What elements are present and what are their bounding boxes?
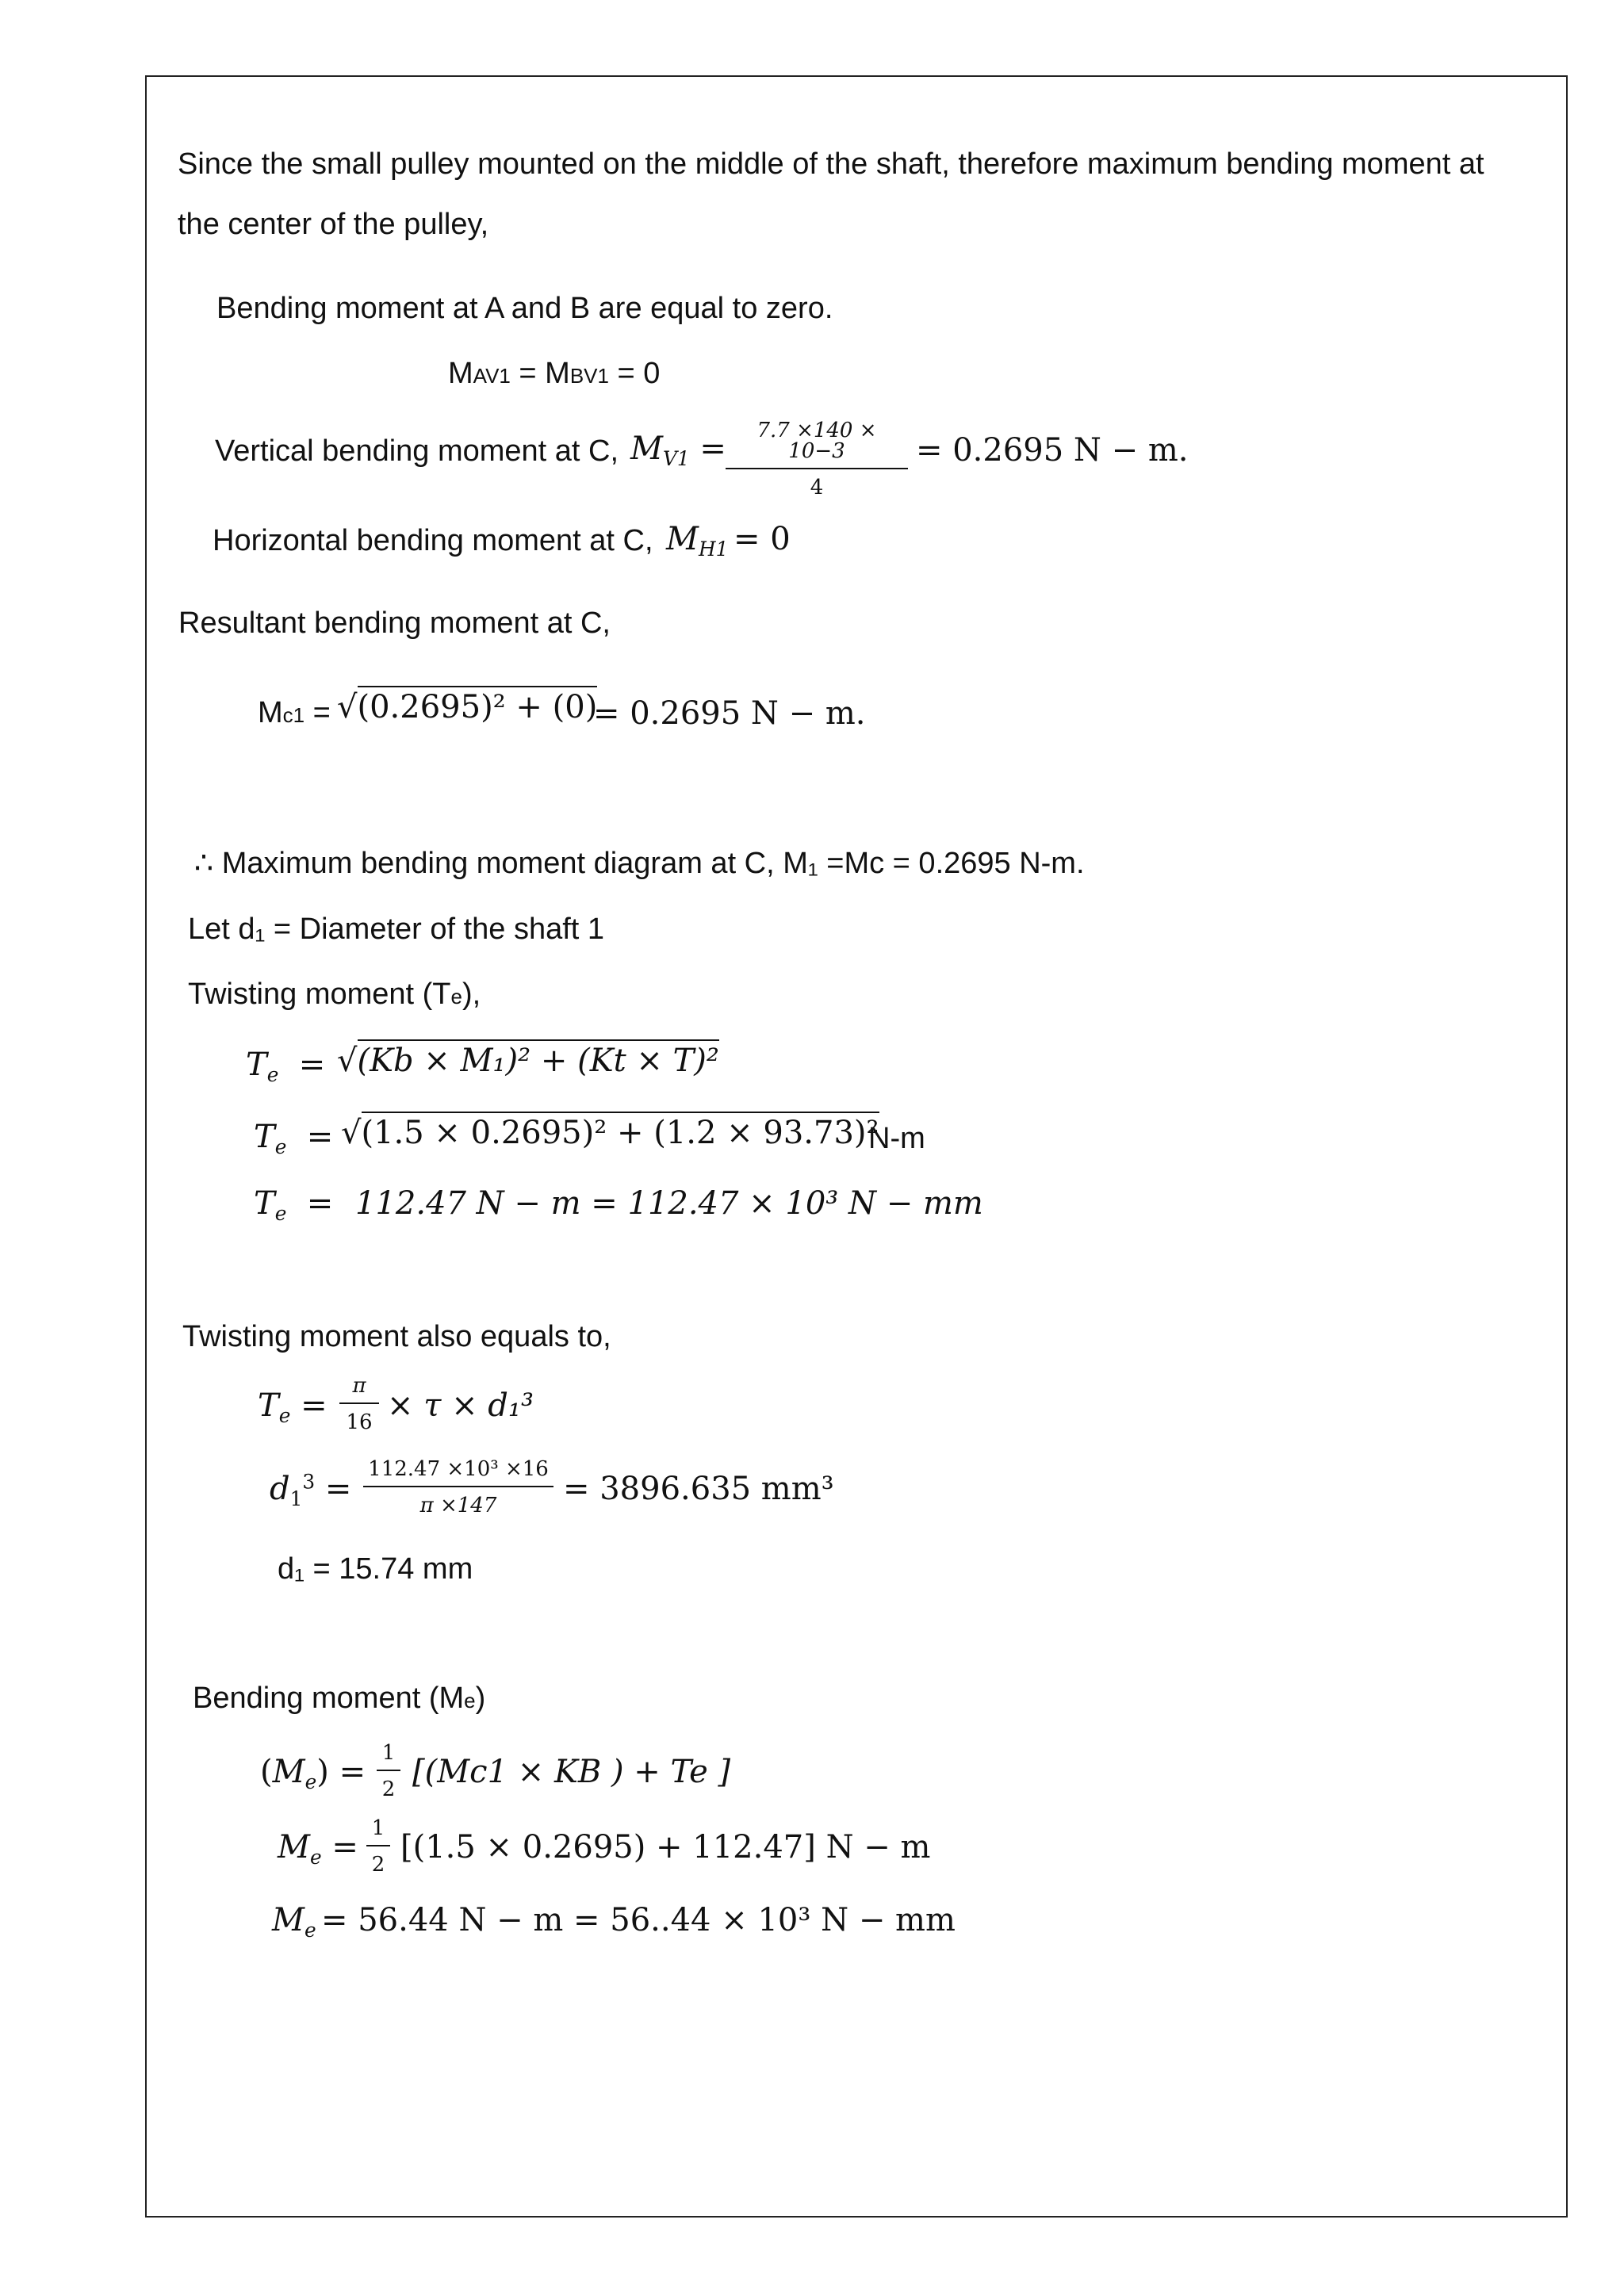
te-result-lhs: $T_e$ = xyxy=(254,1185,334,1225)
me-half-1 xyxy=(377,1743,400,1800)
d1-cubed-lhs: $d_1^3$ = xyxy=(270,1470,352,1510)
te-numeric-unit: N-m xyxy=(868,1122,925,1155)
me-result-lhs: $M_e$ xyxy=(272,1902,316,1942)
me-numeric-rest: [(1.5 × 0.2695) + 112.47] N − m xyxy=(400,1829,931,1866)
d1-result: = 3896.635 mm³ xyxy=(563,1471,834,1507)
resultant-label: Resultant bending moment at C, xyxy=(178,607,611,640)
max-bm-line: ∴ Maximum bending moment diagram at C, M₁ =Mc = 0.2695 N-m. xyxy=(194,847,1085,880)
vertical-denominator: 4 xyxy=(810,476,824,499)
vertical-label: Vertical bending moment at C, xyxy=(215,434,619,468)
te-pi-rest: × τ × d₁³ xyxy=(387,1387,534,1424)
te-pi-lhs: $T_e$ = xyxy=(258,1387,327,1427)
me-half-numerator: 1 xyxy=(381,1741,396,1765)
bending-label: Bending moment (Me) xyxy=(193,1682,486,1715)
d1-denominator: π ×147 xyxy=(419,1494,497,1517)
mc1-root: √(0.2695)² + (0) xyxy=(337,691,597,723)
te-formula-radicand: (Kb × M₁)² + (Kt × T)² xyxy=(358,1039,719,1079)
intro-line-2: the center of the pulley, xyxy=(178,208,489,241)
me-half-denominator: 2 xyxy=(381,1777,396,1801)
pi-over-16 xyxy=(339,1376,379,1433)
me-formula-lhs: $(M_e)$ = xyxy=(260,1754,366,1793)
mc1-label: Mc1 = xyxy=(258,696,331,729)
mav1-equation: MAV1 = MBV1 = 0 xyxy=(448,357,661,390)
horizontal-result: = 0 xyxy=(733,521,791,557)
mv1-symbol: $M_{V1}$ = xyxy=(630,430,726,470)
te-formula-lhs: $T_e$ = xyxy=(246,1047,326,1086)
me-result: = 56.44 N − m = 56..44 × 10³ N − mm xyxy=(321,1902,956,1938)
te-result: 112.47 N − m = 112.47 × 10³ N − mm xyxy=(355,1185,983,1222)
let-d1: Let d₁ = Diameter of the shaft 1 xyxy=(188,913,605,946)
pi-denominator: 16 xyxy=(346,1410,373,1434)
te-numeric-lhs: $T_e$ = xyxy=(254,1119,334,1158)
horizontal-label: Horizontal bending moment at C, xyxy=(213,524,653,557)
mh1-symbol: $M_{H1}$ xyxy=(666,521,729,561)
twisting-also: Twisting moment also equals to, xyxy=(182,1320,611,1353)
d1-numerator: 112.47 ×10³ ×16 xyxy=(368,1457,549,1481)
twisting-label: Twisting moment (Te), xyxy=(188,978,481,1011)
te-numeric-radicand: (1.5 × 0.2695)² + (1.2 × 93.73)² xyxy=(362,1112,879,1151)
me-formula-rest: [(Mc1 × KB ) + Te ] xyxy=(412,1754,731,1790)
pi-numerator: π xyxy=(352,1374,366,1398)
vertical-result: = 0.2695 N − m. xyxy=(916,432,1189,469)
bm-ab-zero: Bending moment at A and B are equal to zero. xyxy=(216,292,833,325)
d1-value: d₁ = 15.74 mm xyxy=(278,1552,473,1586)
me-half-2 xyxy=(366,1818,390,1875)
me-half2-numerator: 1 xyxy=(371,1816,385,1840)
te-numeric-root: √(1.5 × 0.2695)² + (1.2 × 93.73)² xyxy=(341,1117,879,1149)
intro-line-1: Since the small pulley mounted on the middle of the shaft, therefore maximum bending moment at xyxy=(178,147,1484,181)
mc1-radicand: (0.2695)² + (0) xyxy=(358,686,598,725)
me-numeric-lhs: $M_e$ = xyxy=(278,1829,358,1869)
te-formula-root: √(Kb × M₁)² + (Kt × T)² xyxy=(337,1045,719,1077)
d1-fraction xyxy=(363,1459,553,1516)
me-half2-denominator: 2 xyxy=(371,1853,385,1877)
mc1-result: = 0.2695 N − m. xyxy=(593,695,866,732)
vertical-numerator: 7.7 ×140 × 10−3 xyxy=(756,419,877,463)
vertical-fraction xyxy=(726,420,908,498)
